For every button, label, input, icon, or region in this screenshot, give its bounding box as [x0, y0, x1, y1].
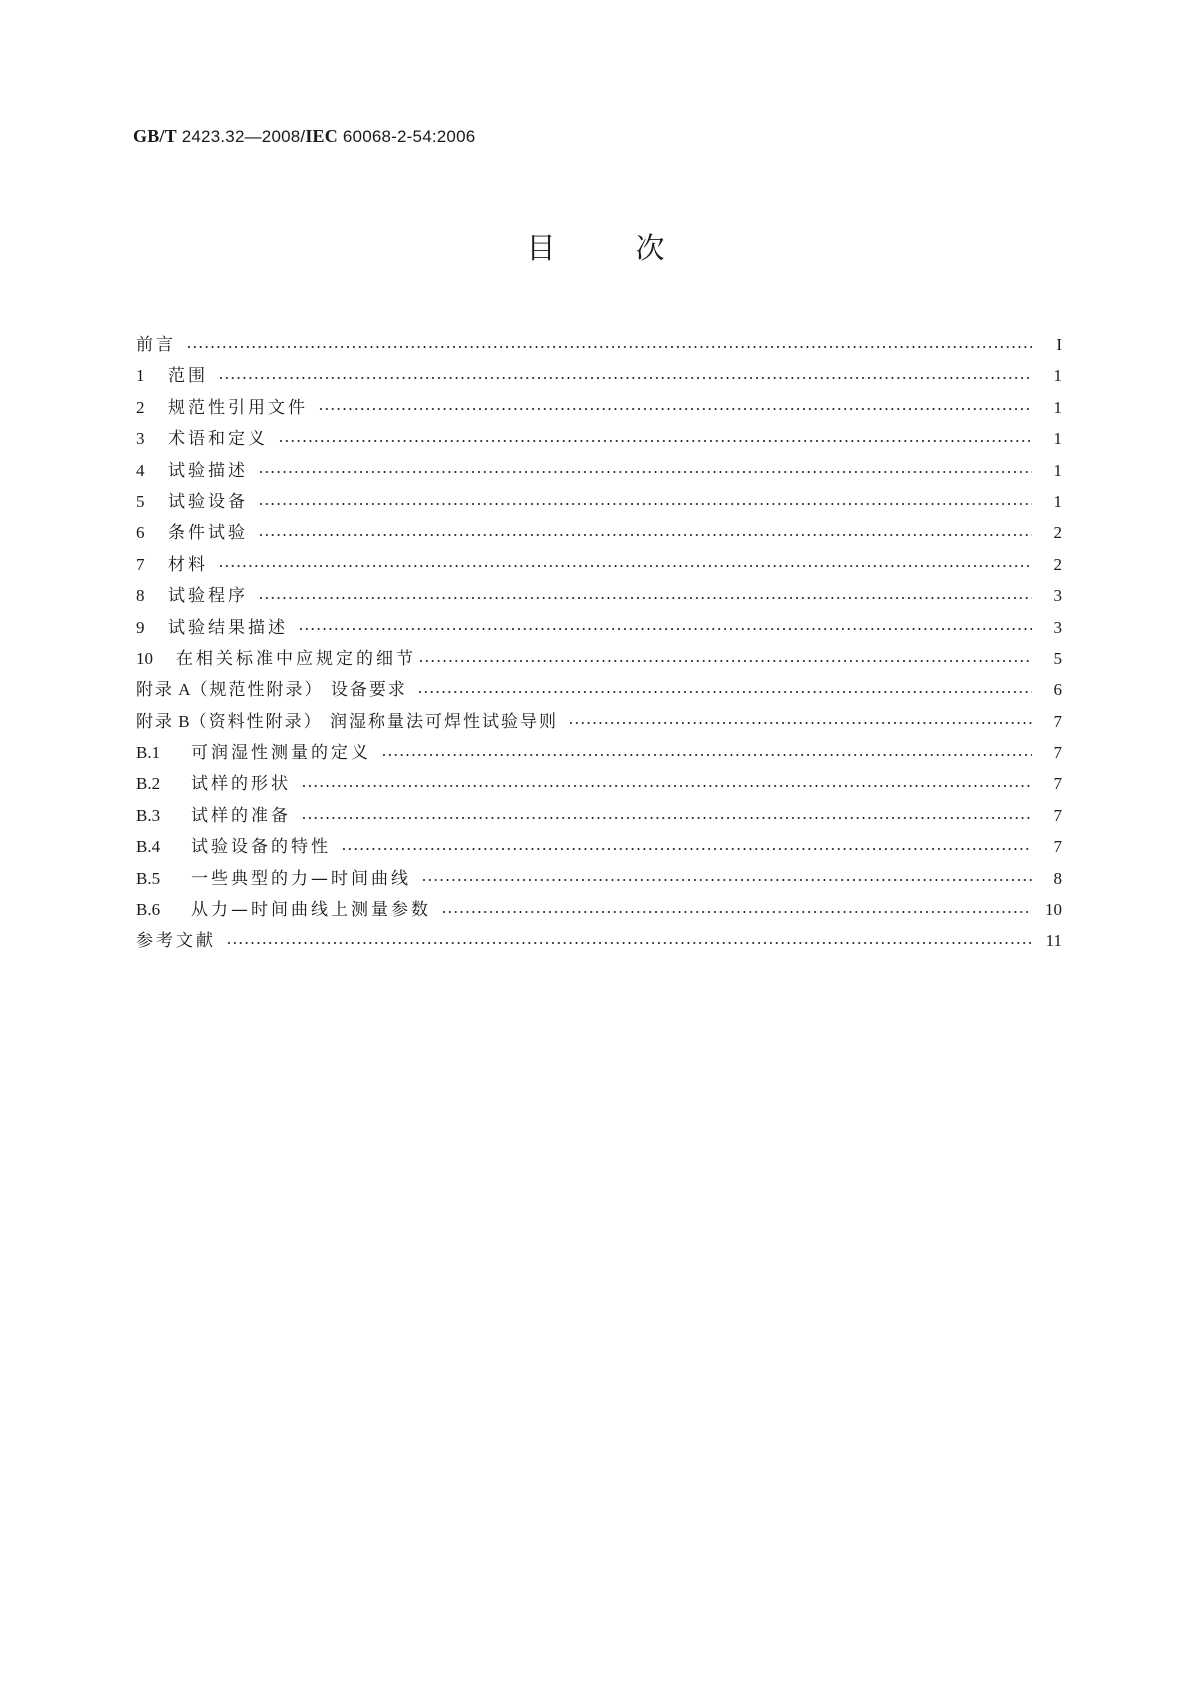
- dot-leader: [258, 469, 1032, 475]
- dot-leader: [418, 658, 1032, 664]
- toc-label: 术语和定义: [168, 429, 268, 450]
- dot-leader: [417, 689, 1032, 695]
- toc-number: B.1: [136, 743, 161, 763]
- toc-item-appendix-a[interactable]: [136, 674, 1062, 705]
- toc-item-appendix-b[interactable]: [136, 706, 1062, 737]
- dot-leader: [301, 815, 1032, 821]
- dot-leader: [298, 626, 1032, 632]
- toc-page: 11: [1045, 931, 1062, 951]
- dot-leader: [226, 940, 1032, 946]
- table-of-contents: [136, 329, 1062, 957]
- toc-page: 1: [1053, 366, 1062, 386]
- toc-label: 在相关标准中应规定的细节: [176, 648, 416, 669]
- toc-label: 试验描述: [168, 460, 248, 481]
- toc-label: 前言: [136, 335, 176, 355]
- toc-item-9[interactable]: [136, 612, 1062, 643]
- toc-number: 6: [136, 523, 145, 543]
- toc-page: I: [1056, 335, 1062, 354]
- toc-item-foreword[interactable]: [136, 329, 1062, 360]
- toc-page: 7: [1053, 774, 1062, 794]
- toc-page: 1: [1053, 460, 1062, 480]
- toc-number: B.4: [136, 837, 161, 857]
- toc-label: [136, 674, 407, 706]
- toc-label: 规范性引用文件: [168, 397, 308, 418]
- toc-label: 一些典型的力—时间曲线: [191, 868, 411, 889]
- toc-page: 7: [1053, 837, 1062, 857]
- toc-item-4[interactable]: [136, 455, 1062, 486]
- toc-label: 参考文献: [136, 931, 216, 952]
- toc-item-2[interactable]: [136, 392, 1062, 423]
- standard-header: [133, 126, 475, 147]
- toc-item-b5[interactable]: [136, 863, 1062, 894]
- appendix-letter: A: [174, 680, 191, 700]
- toc-number: B.2: [136, 774, 161, 794]
- standard-number: 2423.32—2008/: [176, 127, 306, 146]
- toc-label: 试验程序: [168, 586, 248, 607]
- iec-prefix: IEC: [305, 126, 338, 146]
- toc-page: 1: [1053, 429, 1062, 449]
- toc-item-references[interactable]: [136, 925, 1062, 956]
- toc-item-7[interactable]: [136, 549, 1062, 580]
- appendix-prefix: 附录: [136, 711, 174, 732]
- toc-number: B.5: [136, 868, 161, 888]
- toc-number: 4: [136, 460, 145, 480]
- toc-page: 3: [1053, 586, 1062, 606]
- toc-label: [136, 706, 558, 738]
- appendix-letter: B: [174, 711, 190, 731]
- toc-item-10[interactable]: [136, 643, 1062, 674]
- dot-leader: [301, 783, 1032, 789]
- toc-page: 7: [1053, 711, 1062, 731]
- toc-label: 试验结果描述: [168, 617, 288, 638]
- appendix-prefix: 附录: [136, 680, 174, 701]
- toc-page: 7: [1053, 743, 1062, 763]
- appendix-title: （资料性附录） 润湿称量法可焊性试验导则: [189, 711, 558, 732]
- dot-leader: [441, 909, 1032, 915]
- dot-leader: [258, 532, 1032, 538]
- toc-number: 9: [136, 617, 145, 637]
- toc-page: 5: [1053, 648, 1062, 668]
- dot-leader: [341, 846, 1032, 852]
- title-char-2: 次: [635, 231, 665, 265]
- toc-label: 可润湿性测量的定义: [191, 743, 371, 764]
- toc-number: 3: [136, 429, 145, 449]
- toc-page: 7: [1053, 805, 1062, 825]
- toc-label: 材料: [168, 554, 208, 575]
- title-char-1: 目: [526, 231, 556, 265]
- toc-item-5[interactable]: [136, 486, 1062, 517]
- dot-leader: [421, 877, 1032, 883]
- toc-label: 试样的准备: [191, 805, 291, 826]
- toc-page: 1: [1053, 491, 1062, 511]
- toc-number: B.3: [136, 805, 161, 825]
- toc-page: 2: [1053, 523, 1062, 543]
- toc-number: 7: [136, 554, 145, 574]
- dot-leader: [258, 595, 1032, 601]
- toc-number: 5: [136, 491, 145, 511]
- toc-item-8[interactable]: [136, 580, 1062, 611]
- toc-item-b1[interactable]: [136, 737, 1062, 768]
- toc-page: 10: [1045, 900, 1062, 920]
- toc-item-1[interactable]: [136, 360, 1062, 391]
- standard-prefix: GB/T: [133, 126, 177, 146]
- toc-item-b2[interactable]: [136, 768, 1062, 799]
- toc-item-6[interactable]: [136, 517, 1062, 548]
- dot-leader: [218, 375, 1032, 381]
- dot-leader: [381, 752, 1032, 758]
- toc-item-b6[interactable]: [136, 894, 1062, 925]
- toc-label: 条件试验: [168, 523, 248, 544]
- toc-item-3[interactable]: [136, 423, 1062, 454]
- appendix-title: （规范性附录） 设备要求: [190, 680, 407, 701]
- iec-number: 60068-2-54:2006: [337, 127, 476, 146]
- toc-number: B.6: [136, 900, 161, 920]
- toc-page: 1: [1053, 397, 1062, 417]
- dot-leader: [186, 344, 1032, 350]
- page-title: [0, 228, 1191, 268]
- dot-leader: [218, 563, 1032, 569]
- toc-number: 2: [136, 397, 145, 417]
- toc-page: 8: [1053, 868, 1062, 888]
- dot-leader: [278, 438, 1032, 444]
- toc-label: 试验设备: [168, 491, 248, 512]
- toc-page: 2: [1053, 554, 1062, 574]
- dot-leader: [318, 406, 1032, 412]
- toc-page: 6: [1053, 680, 1062, 700]
- toc-label: 试验设备的特性: [191, 837, 331, 858]
- toc-label: 从力—时间曲线上测量参数: [191, 900, 431, 921]
- dot-leader: [568, 720, 1032, 726]
- toc-label: 范围: [168, 366, 208, 387]
- dot-leader: [258, 501, 1032, 507]
- toc-number: 8: [136, 586, 145, 606]
- toc-label: 试样的形状: [191, 774, 291, 795]
- toc-number: 1: [136, 366, 145, 386]
- toc-item-b4[interactable]: [136, 831, 1062, 862]
- toc-number: 10: [136, 648, 153, 668]
- toc-item-b3[interactable]: [136, 800, 1062, 831]
- toc-page: 3: [1053, 617, 1062, 637]
